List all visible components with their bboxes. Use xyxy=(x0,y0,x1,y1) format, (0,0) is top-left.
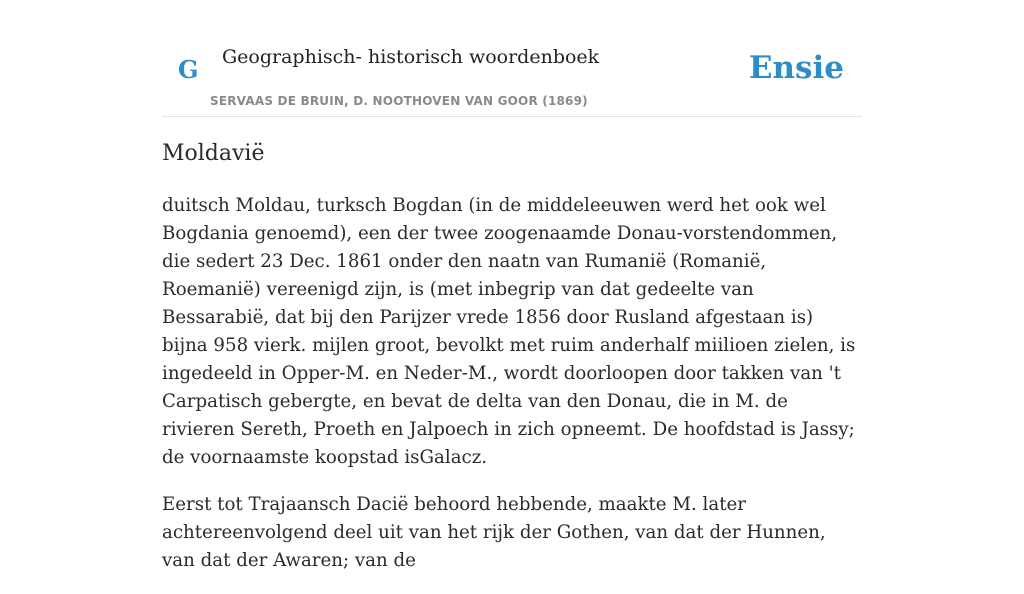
book-title[interactable]: Geographisch- historisch woordenboek xyxy=(222,46,600,68)
entry-body xyxy=(162,192,862,594)
entry-paragraph: Eerst tot Trajaansch Dacië behoord hebbende, maakte M. later achtereenvolgend deel uit van het rijk der Gothen, van dat der Hunnen, van dat der Awaren; van de xyxy=(162,494,826,571)
header xyxy=(162,0,862,117)
entry-paragraph: duitsch Moldau, turksch Bogdan (in de middeleeuwen werd het ook wel Bogdania genoemd), een der twee zoogenaamde Donau-vorstendommen, die sedert 23 Dec. 1861 onder den naatn van Rumanië (Romanië, Roemanië) vereenigd zijn, is (met inbegrip van dat gedeelte van Bessarabië, dat bij den Parijzer vrede 1856 door Rusland afgestaan is) bijna 958 vierk. mijlen groot, bevolkt met ruim anderhalf miilioen zielen, is ingedeeld in Opper-M. en Neder-M., wordt doorloopen door takken van 't Carpatisch gebergte, en bevat de delta van den Donau, die in M. de rivieren Sereth, Proeth en Jalpoech in zich opneemt. De hoofdstad is Jassy; de voornaamste koopstad isGalacz. xyxy=(162,195,856,468)
section-letter-icon[interactable]: G xyxy=(178,55,199,84)
book-authors: SERVAAS DE BRUIN, D. NOOTHOVEN VAN GOOR (1869) xyxy=(210,94,588,108)
ensie-logo[interactable]: Ensie xyxy=(748,50,844,86)
page xyxy=(162,0,862,571)
entry-title: Moldavië xyxy=(162,141,265,166)
